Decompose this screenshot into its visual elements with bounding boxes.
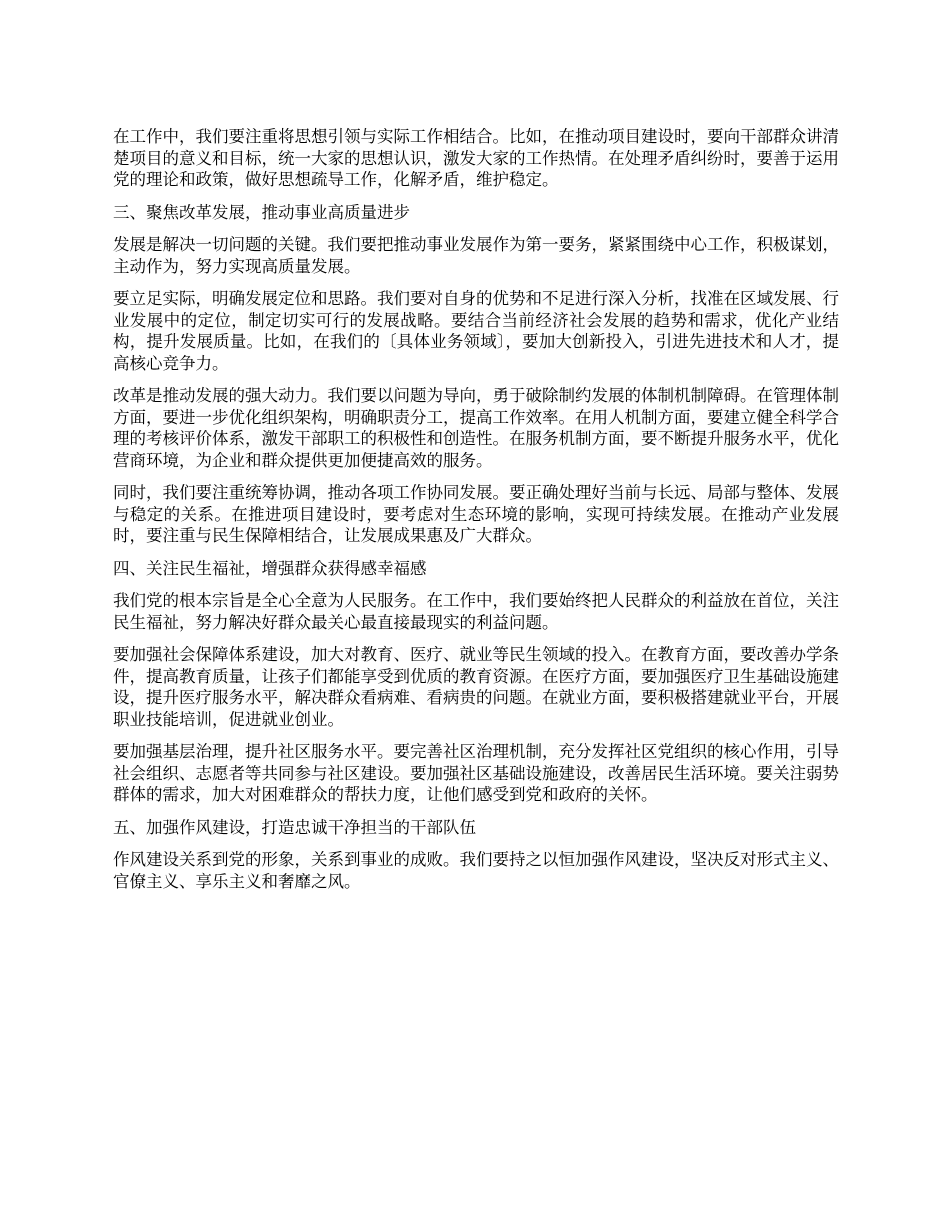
paragraph: 要加强社会保障体系建设，加大对教育、医疗、就业等民生领域的投入。在教育方面，要改善办学条件，提高教育质量，让孩子们都能享受到优质的教育资源。在医疗方面，要加强医疗卫生基础设施建设，提升医疗服务水平，解决群众看病难、看病贵的问题。在就业方面，要积极搭建就业平台，开展职业技能培训，促进就业创业。 <box>113 645 839 729</box>
section-heading-4: 四、关注民生福祉，增强群众获得感幸福感 <box>113 558 427 578</box>
paragraph: 作风建设关系到党的形象，关系到事业的成败。我们要持之以恒加强作风建设，坚决反对形式主义、官僚主义、享乐主义和奢靡之风。 <box>113 850 839 891</box>
paragraph: 要立足实际，明确发展定位和思路。我们要对自身的优势和不足进行深入分析，找准在区域发展、行业发展中的定位，制定切实可行的发展战略。要结合当前经济社会发展的趋势和需求，优化产业结构，提升发展质量。比如，在我们的〔具体业务领域〕，要加大创新投入，引进先进技术和人才，提高核心竞争力。 <box>113 289 839 373</box>
document-body <box>113 126 839 903</box>
paragraph: 同时，我们要注重统筹协调，推动各项工作协同发展。要正确处理好当前与长远、局部与整体、发展与稳定的关系。在推进项目建设时，要考虑对生态环境的影响，实现可持续发展。在推动产业发展时，要注重与民生保障相结合，让发展成果惠及广大群众。 <box>113 483 839 545</box>
paragraph: 要加强基层治理，提升社区服务水平。要完善社区治理机制，充分发挥社区党组织的核心作用，引导社会组织、志愿者等共同参与社区建设。要加强社区基础设施建设，改善居民生活环境。要关注弱势群体的需求，加大对困难群众的帮扶力度，让他们感受到党和政府的关怀。 <box>113 742 839 804</box>
paragraph: 我们党的根本宗旨是全心全意为人民服务。在工作中，我们要始终把人民群众的利益放在首位，关注民生福祉，努力解决好群众最关心最直接最现实的利益问题。 <box>113 591 839 632</box>
paragraph: 在工作中，我们要注重将思想引领与实际工作相结合。比如，在推动项目建设时，要向干部群众讲清楚项目的意义和目标，统一大家的思想认识，激发大家的工作热情。在处理矛盾纠纷时，要善于运用党的理论和政策，做好思想疏导工作，化解矛盾，维护稳定。 <box>113 127 839 189</box>
paragraph: 发展是解决一切问题的关键。我们要把推动事业发展作为第一要务，紧紧围绕中心工作，积极谋划，主动作为，努力实现高质量发展。 <box>113 235 839 276</box>
paragraph: 改革是推动发展的强大动力。我们要以问题为导向，勇于破除制约发展的体制机制障碍。在管理体制方面，要进一步优化组织架构，明确职责分工，提高工作效率。在用人机制方面，要建立健全科学合理的考核评价体系，激发干部职工的积极性和创造性。在服务机制方面，要不断提升服务水平，优化营商环境，为企业和群众提供更加便捷高效的服务。 <box>113 386 839 470</box>
section-heading-3: 三、聚焦改革发展，推动事业高质量进步 <box>113 202 410 222</box>
section-heading-5: 五、加强作风建设，打造忠诚干净担当的干部队伍 <box>113 817 476 837</box>
